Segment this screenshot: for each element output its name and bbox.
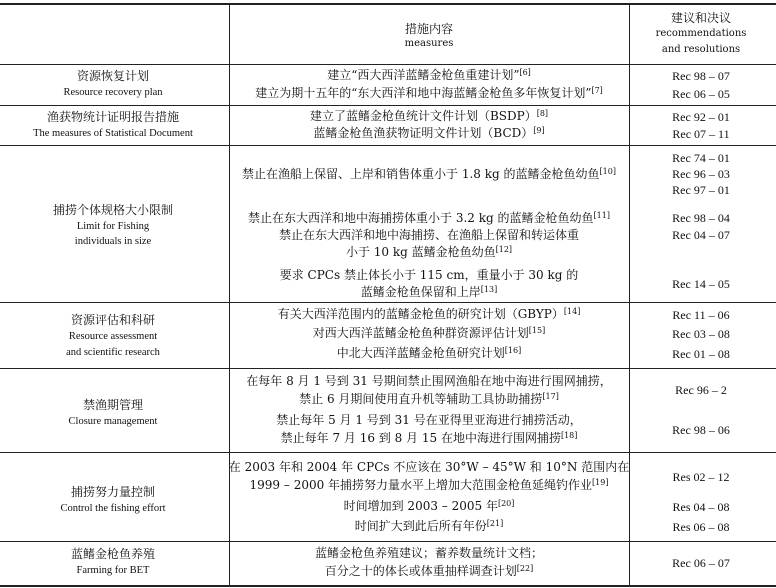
recommendation-code: Rec 96 – 03 bbox=[672, 167, 730, 181]
section-rule bbox=[0, 541, 776, 542]
category-cn: 资源恢复计划 bbox=[76, 69, 150, 83]
category-en: and scientific research bbox=[66, 347, 160, 358]
recommendation-code: Rec 03 – 08 bbox=[672, 327, 730, 341]
bottom-rule bbox=[0, 585, 776, 587]
category-cn: 渔获物统计证明报告措施 bbox=[46, 110, 180, 124]
recommendation-code: Rec 97 – 01 bbox=[672, 183, 730, 197]
section-rule bbox=[0, 368, 776, 369]
measure-text: 禁止每年 7 月 16 到 8 月 15 在地中海进行围网捕捞[18] bbox=[280, 431, 578, 445]
recommendation-code: Rec 96 – 2 bbox=[675, 383, 727, 397]
measure-text: 对西大西洋蓝鳍金枪鱼种群资源评估计划[15] bbox=[312, 326, 546, 340]
category-en: Closure management bbox=[68, 416, 158, 427]
reference-mark: [8] bbox=[536, 109, 549, 118]
section-rule bbox=[0, 145, 776, 146]
measure-text: 禁止每年 5 月 1 号到 31 号在亚得里亚海进行捕捞活动， bbox=[276, 413, 582, 427]
column-divider bbox=[629, 4, 630, 585]
top-rule bbox=[0, 3, 776, 5]
section-rule bbox=[0, 452, 776, 453]
reference-mark: [12] bbox=[495, 245, 513, 254]
measure-text: 有关大西洋范围内的蓝鳍金枪鱼的研究计划（GBYP）[14] bbox=[277, 307, 581, 321]
reference-mark: [14] bbox=[563, 307, 581, 316]
reference-mark: [6] bbox=[519, 68, 531, 77]
measure-text: 蓝鳍金枪鱼养殖建议；蓄养数量统计文档； bbox=[314, 546, 544, 560]
reference-mark: [21] bbox=[486, 519, 504, 528]
measure-text: 在每年 8 月 1 号到 31 号期间禁止围网渔船在地中海进行围网捕捞， bbox=[246, 374, 612, 388]
measure-text: 中北大西洋蓝鳍金枪鱼研究计划[16] bbox=[336, 346, 522, 360]
measure-text: 建立为期十五年的“东大西洋和地中海蓝鳍金枪鱼多年恢复计划”[7] bbox=[255, 86, 603, 100]
category-cn: 禁渔期管理 bbox=[82, 398, 144, 412]
reference-mark: [19] bbox=[592, 478, 609, 487]
category-en: Resource assessment bbox=[68, 331, 158, 342]
reference-mark: [9] bbox=[533, 126, 545, 135]
recommendation-code: Rec 74 – 01 bbox=[672, 151, 730, 165]
measure-text: 禁止在东大西洋和地中海捕捞、在渔船上保留和转运体重 bbox=[278, 228, 580, 242]
recommendation-code: Rec 98 – 04 bbox=[672, 211, 730, 225]
category-cn: 资源评估和科研 bbox=[70, 313, 156, 327]
reference-mark: [13] bbox=[480, 285, 498, 294]
reference-mark: [20] bbox=[497, 499, 515, 508]
reference-mark: [10] bbox=[599, 167, 616, 176]
measure-text: 蓝鳍金枪鱼渔获物证明文件计划（BCD）[9] bbox=[313, 126, 545, 140]
header-rec-en: recommendations bbox=[655, 28, 747, 39]
recommendation-code: Rec 04 – 07 bbox=[672, 228, 730, 242]
recommendation-code: Rec 92 – 01 bbox=[672, 110, 730, 124]
recommendation-code: Res 02 – 12 bbox=[672, 470, 730, 484]
recommendation-code: Rec 01 – 08 bbox=[672, 347, 730, 361]
measure-text: 要求 CPCs 禁止体长小于 115 cm，重量小于 30 kg 的 bbox=[279, 268, 579, 282]
header-measures-cn: 措施内容 bbox=[404, 22, 454, 36]
recommendation-code: Rec 06 – 07 bbox=[672, 556, 730, 570]
category-cn: 捕捞努力量控制 bbox=[70, 485, 156, 499]
recommendation-code: Rec 98 – 06 bbox=[672, 423, 730, 437]
recommendation-code: Rec 07 – 11 bbox=[672, 127, 730, 141]
recommendation-code: Rec 98 – 07 bbox=[672, 69, 730, 83]
recommendation-code: Res 04 – 08 bbox=[672, 500, 730, 514]
measure-text: 时间增加到 2003 – 2005 年[20] bbox=[343, 499, 515, 513]
reference-mark: [11] bbox=[593, 211, 610, 220]
recommendation-code: Res 06 – 08 bbox=[672, 520, 730, 534]
reference-mark: [22] bbox=[516, 564, 534, 573]
measure-text: 小于 10 kg 蓝鳍金枪鱼幼鱼[12] bbox=[345, 245, 513, 259]
category-cn: 蓝鳍金枪鱼养殖 bbox=[70, 547, 156, 561]
category-cn: 捕捞个体规格大小限制 bbox=[52, 203, 174, 217]
recommendation-code: Rec 14 – 05 bbox=[672, 277, 730, 291]
category-en: The measures of Statistical Document bbox=[33, 128, 193, 139]
reference-mark: [7] bbox=[591, 86, 603, 95]
reference-mark: [17] bbox=[542, 392, 559, 401]
header-rule bbox=[0, 64, 776, 65]
reference-mark: [16] bbox=[504, 346, 522, 355]
measure-text: 禁止 6 月期间使用直升机等辅助工具协助捕捞[17] bbox=[299, 392, 559, 406]
measure-text: 禁止在东大西洋和地中海捕捞体重小于 3.2 kg 的蓝鳍金枪鱼幼鱼[11] bbox=[248, 211, 610, 225]
category-en: individuals in size bbox=[74, 236, 152, 247]
category-en: Control the fishing effort bbox=[60, 503, 166, 514]
section-rule bbox=[0, 302, 776, 303]
measure-text: 建立了蓝鳍金枪鱼统计文件计划（BSDP）[8] bbox=[309, 109, 549, 123]
measure-text: 禁止在渔船上保留、上岸和销售体重小于 1.8 kg 的蓝鳍金枪鱼幼鱼[10] bbox=[242, 167, 616, 181]
category-en: Resource recovery plan bbox=[63, 87, 163, 98]
reference-mark: [15] bbox=[528, 326, 546, 335]
section-rule bbox=[0, 105, 776, 106]
category-en: Farming for BET bbox=[76, 565, 150, 576]
measure-text: 在 2003 年和 2004 年 CPCs 不应该在 30°W – 45°W 和 10°N 范围内在 bbox=[228, 460, 630, 474]
header-rec-cn: 建议和决议 bbox=[670, 11, 732, 25]
measure-text: 蓝鳍金枪鱼保留和上岸[13] bbox=[360, 285, 498, 299]
header-rec-en: and resolutions bbox=[661, 44, 741, 55]
recommendation-code: Rec 11 – 06 bbox=[672, 308, 730, 322]
recommendation-code: Rec 06 – 05 bbox=[672, 87, 730, 101]
measure-text: 时间扩大到此后所有年份[21] bbox=[354, 519, 504, 533]
category-en: Limit for Fishing bbox=[76, 221, 150, 232]
measure-text: 百分之十的体长或体重抽样调查计划[22] bbox=[324, 564, 534, 578]
measure-text: 1999 – 2000 年捕捞努力量水平上增加大范围金枪鱼延绳钓作业[19] bbox=[249, 478, 609, 492]
header-measures-en: measures bbox=[404, 38, 454, 49]
measure-text: 建立“西大西洋蓝鳍金枪鱼重建计划”[6] bbox=[327, 68, 531, 82]
column-divider bbox=[229, 4, 230, 585]
reference-mark: [18] bbox=[560, 431, 578, 440]
